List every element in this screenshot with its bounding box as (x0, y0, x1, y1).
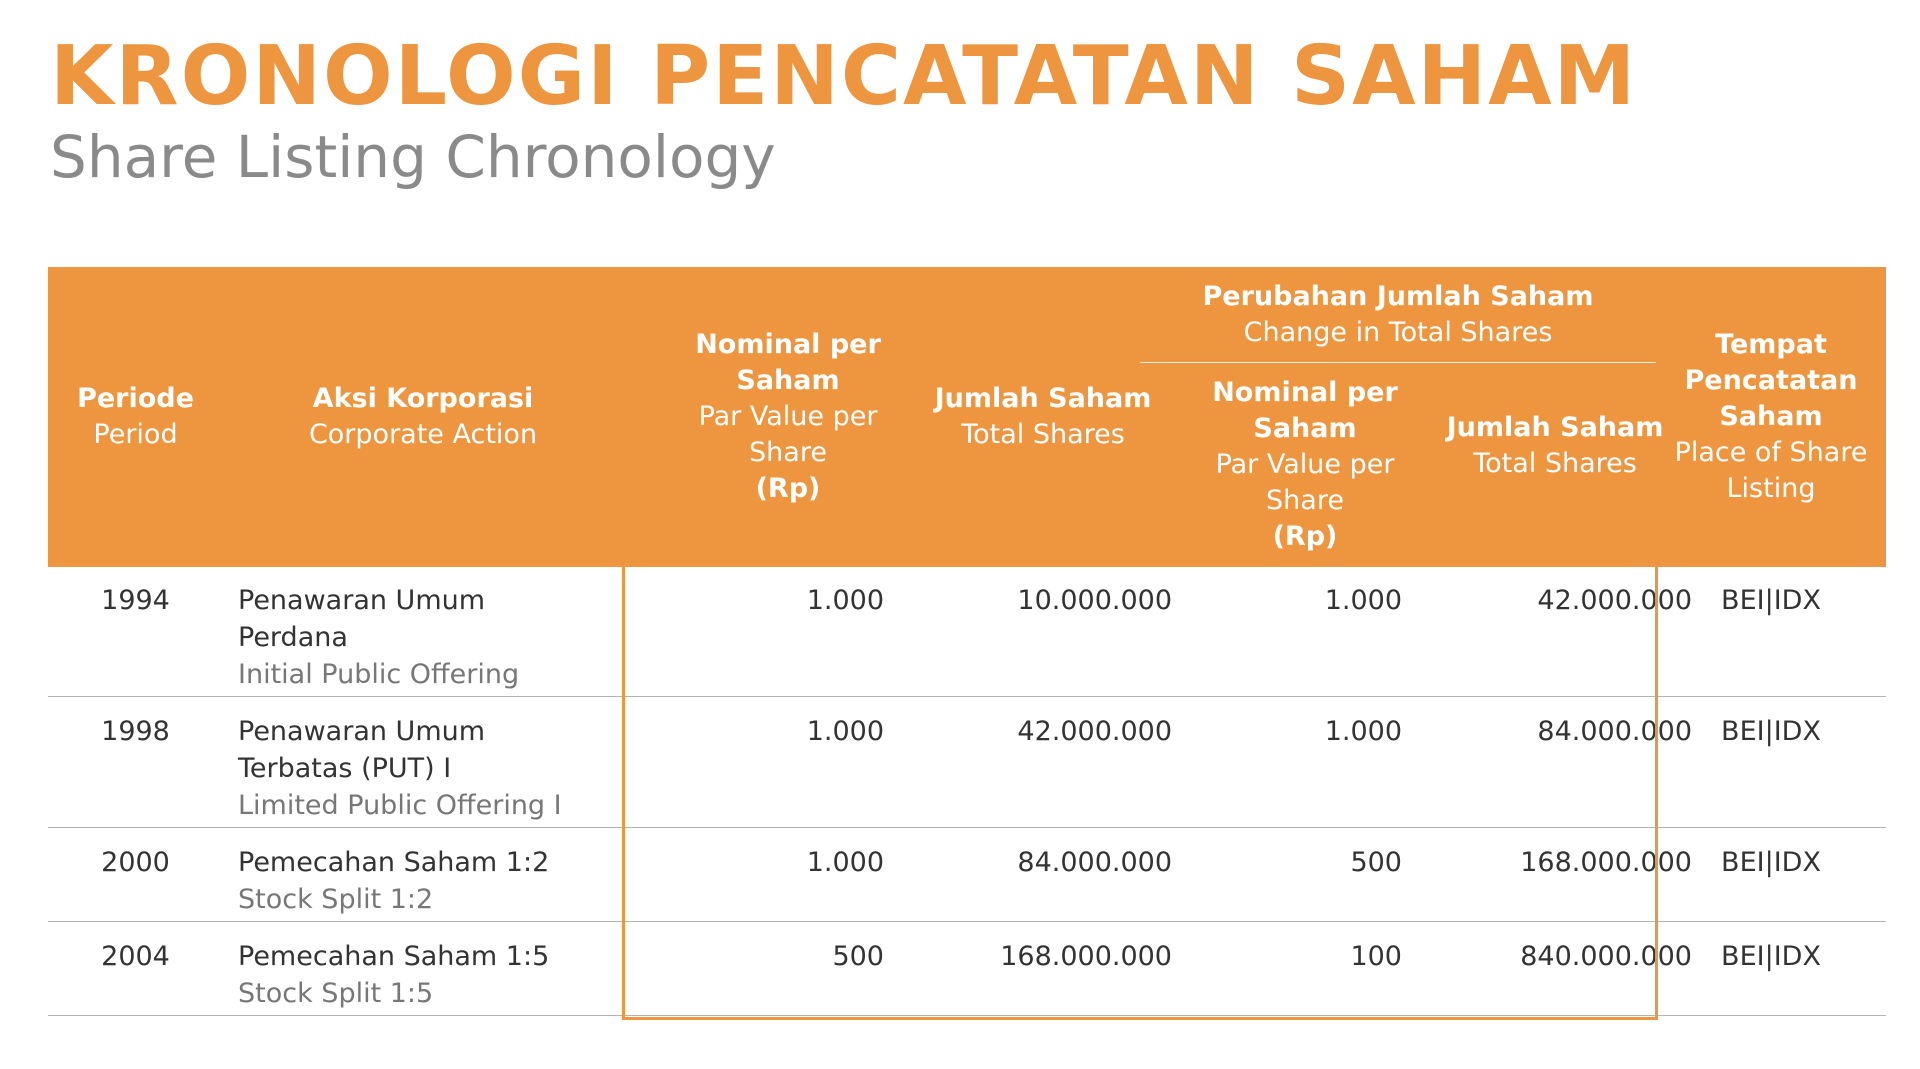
action-id-line1: Penawaran Umum (238, 716, 486, 747)
table-row (48, 698, 1886, 828)
new-par-value-cell: 1.000 (1324, 716, 1402, 747)
total-shares-cell: 42.000.000 (1017, 716, 1172, 747)
period-cell: 2004 (101, 941, 170, 972)
header-change-par-value-en1: Par Value per (1215, 449, 1395, 480)
header-place-id2: Pencatatan (1684, 365, 1858, 396)
par-value-cell: 500 (832, 941, 884, 972)
page-title: KRONOLOGI PENCATATAN SAHAM (50, 29, 1638, 124)
action-id-line2: Terbatas (PUT) I (238, 753, 452, 784)
header-total-shares (908, 267, 1178, 567)
header-change-total-shares (1420, 371, 1690, 521)
action-id-line1: Penawaran Umum (238, 585, 486, 616)
new-par-value-cell: 500 (1350, 847, 1402, 878)
header-total-shares-id: Jumlah Saham (934, 383, 1152, 414)
action-en: Stock Split 1:5 (238, 978, 434, 1009)
action-cell (238, 938, 618, 1012)
new-par-value-cell: 1.000 (1324, 585, 1402, 616)
action-en: Limited Public Offering I (238, 790, 562, 821)
header-par-value (623, 267, 953, 567)
header-period-id: Periode (77, 383, 194, 414)
header-place-en1: Place of Share (1674, 437, 1868, 468)
place-cell: BEI|IDX (1721, 716, 1821, 747)
period-cell: 1994 (101, 585, 170, 616)
header-change-par-value-id2: Saham (1253, 413, 1357, 444)
header-change-group-en: Change in Total Shares (1243, 317, 1553, 348)
header-place-id3: Saham (1719, 401, 1823, 432)
new-total-shares-cell: 42.000.000 (1537, 585, 1692, 616)
table-row (48, 567, 1886, 697)
page-subtitle: Share Listing Chronology (50, 123, 776, 191)
new-total-shares-cell: 168.000.000 (1520, 847, 1692, 878)
total-shares-cell: 84.000.000 (1017, 847, 1172, 878)
header-par-value-en2: Share (749, 437, 827, 468)
header-par-value-id2: Saham (736, 365, 840, 396)
header-change-par-value-en2: Share (1266, 485, 1344, 516)
action-en: Stock Split 1:2 (238, 884, 434, 915)
header-place (1656, 267, 1886, 567)
header-total-shares-en: Total Shares (961, 419, 1125, 450)
new-total-shares-cell: 840.000.000 (1520, 941, 1692, 972)
header-period (48, 267, 223, 567)
header-place-en2: Listing (1726, 473, 1816, 504)
par-value-cell: 1.000 (806, 847, 884, 878)
action-id-line2: Perdana (238, 622, 348, 653)
header-place-id1: Tempat (1715, 329, 1827, 360)
action-cell (238, 582, 618, 693)
period-cell: 2000 (101, 847, 170, 878)
place-cell: BEI|IDX (1721, 941, 1821, 972)
header-action (223, 267, 623, 567)
place-cell: BEI|IDX (1721, 847, 1821, 878)
new-total-shares-cell: 84.000.000 (1537, 716, 1692, 747)
header-change-total-shares-en: Total Shares (1473, 448, 1637, 479)
total-shares-cell: 10.000.000 (1017, 585, 1172, 616)
header-change-par-value-id1: Nominal per (1212, 377, 1398, 408)
action-cell (238, 713, 618, 824)
action-cell (238, 844, 618, 918)
header-par-value-en1: Par Value per (698, 401, 878, 432)
par-value-cell: 1.000 (806, 716, 884, 747)
header-period-en: Period (93, 419, 178, 450)
table-row (48, 923, 1886, 1016)
header-group-divider (1140, 362, 1656, 363)
header-action-en: Corporate Action (308, 419, 538, 450)
action-en: Initial Public Offering (238, 659, 520, 690)
period-cell: 1998 (101, 716, 170, 747)
table-row (48, 829, 1886, 922)
header-change-group-id: Perubahan Jumlah Saham (1202, 281, 1594, 312)
header-change-total-shares-id: Jumlah Saham (1446, 412, 1664, 443)
action-id-line1: Pemecahan Saham 1:2 (238, 847, 550, 878)
header-change-group (1140, 277, 1656, 353)
new-par-value-cell: 100 (1350, 941, 1402, 972)
share-listing-table (48, 267, 1886, 1020)
header-par-value-id1: Nominal per (695, 329, 881, 360)
header-par-value-unit: (Rp) (755, 473, 821, 504)
action-id-line1: Pemecahan Saham 1:5 (238, 941, 550, 972)
total-shares-cell: 168.000.000 (1000, 941, 1172, 972)
header-change-par-value-unit: (Rp) (1272, 521, 1338, 552)
par-value-cell: 1.000 (806, 585, 884, 616)
place-cell: BEI|IDX (1721, 585, 1821, 616)
header-action-id: Aksi Korporasi (312, 383, 534, 414)
